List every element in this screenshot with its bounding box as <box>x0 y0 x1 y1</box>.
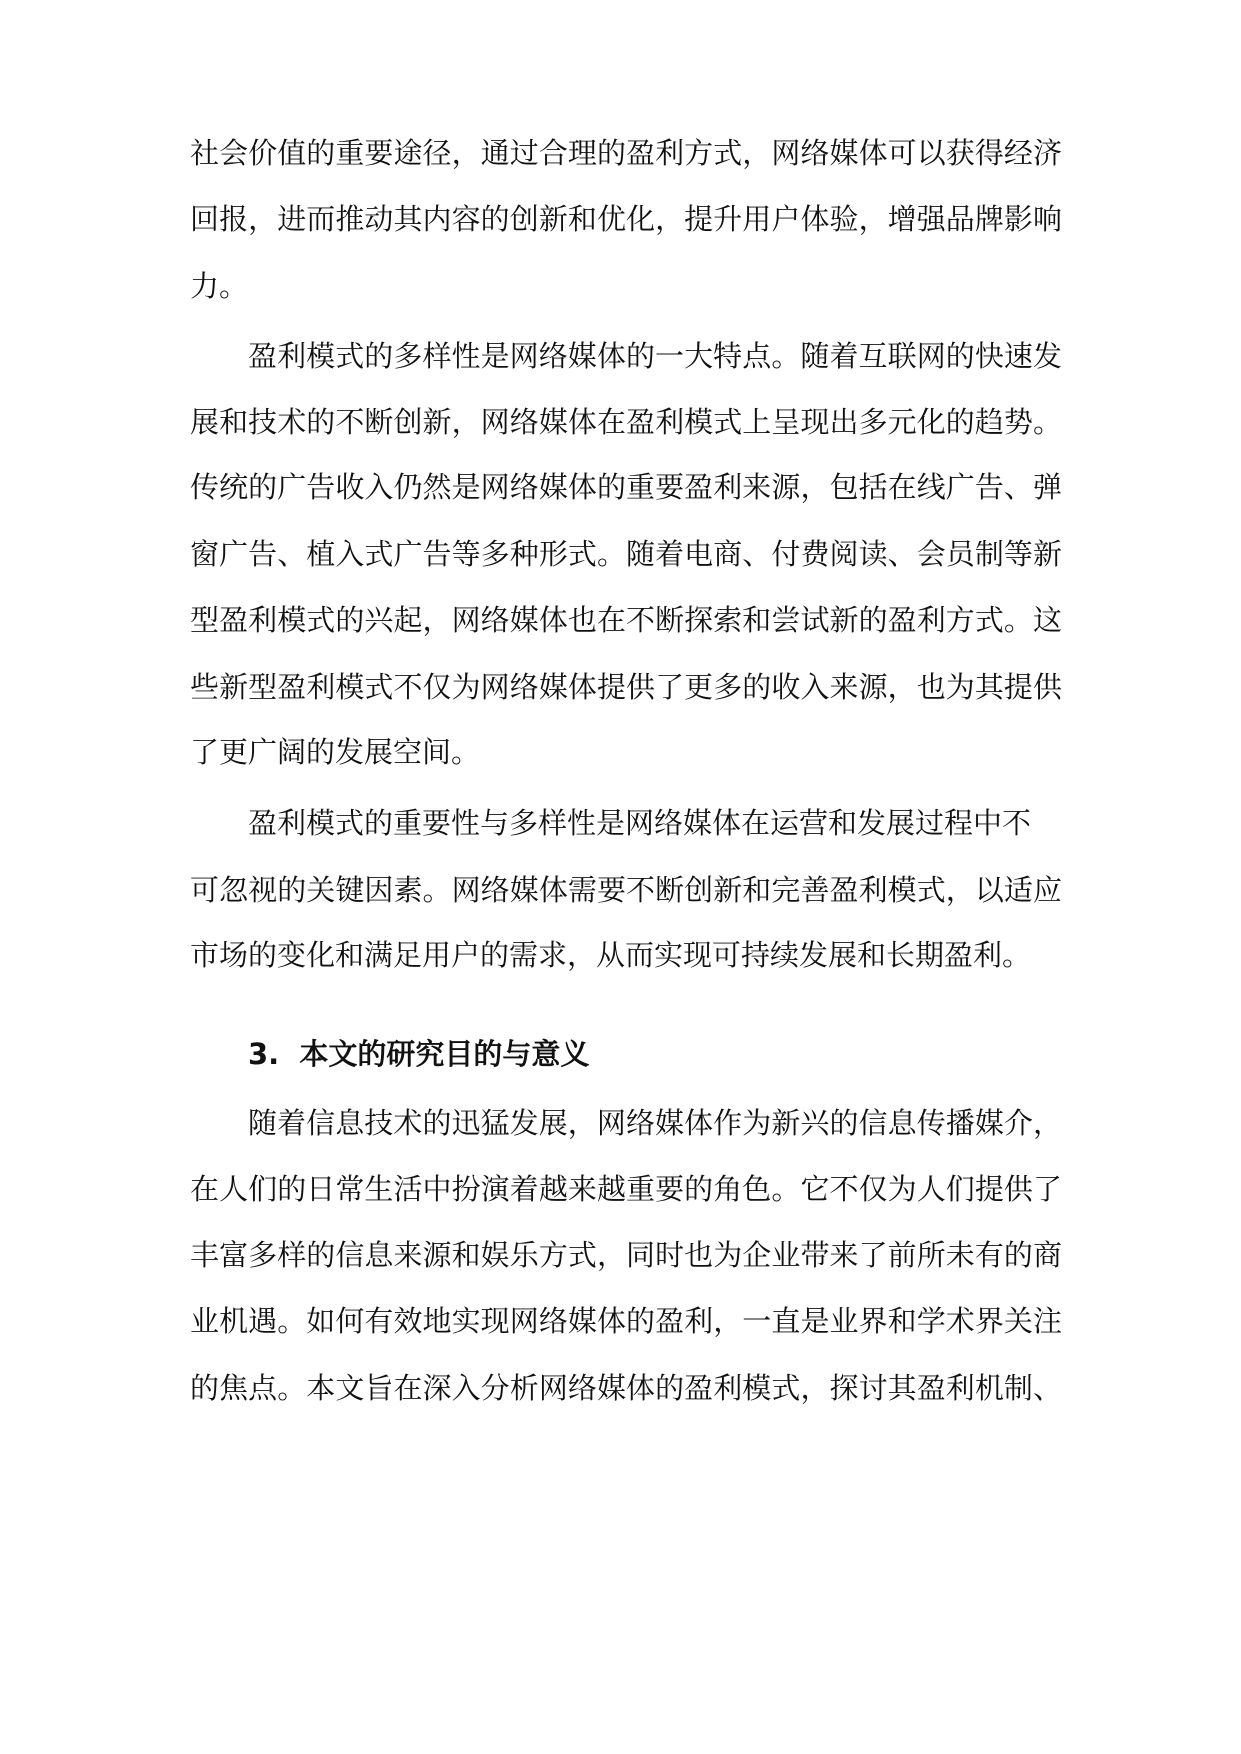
section-heading-title: 本文的研究目的与意义 <box>299 1037 590 1071</box>
paragraph-2-line-3: 传统的广告收入仍然是网络媒体的重要盈利来源，包括在线广告、弹 <box>190 470 1062 504</box>
paragraph-4-line-4: 业机遇。如何有效地实现网络媒体的盈利，一直是业界和学术界关注 <box>190 1304 1062 1338</box>
paragraph-1-line-1: 社会价值的重要途径，通过合理的盈利方式，网络媒体可以获得经济 <box>190 136 1062 170</box>
paragraph-2-line-4: 窗广告、植入式广告等多种形式。随着电商、付费阅读、会员制等新 <box>190 537 1062 571</box>
paragraph-3-line-1: 盈利模式的重要性与多样性是网络媒体在运营和发展过程中不 <box>248 806 1032 840</box>
paragraph-2-line-6: 些新型盈利模式不仅为网络媒体提供了更多的收入来源，也为其提供 <box>190 670 1062 704</box>
paragraph-2-line-1: 盈利模式的多样性是网络媒体的一大特点。随着互联网的快速发 <box>248 339 1062 373</box>
paragraph-4-line-1: 随着信息技术的迅猛发展，网络媒体作为新兴的信息传播媒介， <box>248 1106 1062 1140</box>
paragraph-4-line-3: 丰富多样的信息来源和娱乐方式，同时也为企业带来了前所未有的商 <box>190 1238 1062 1272</box>
paragraph-3-line-2: 可忽视的关键因素。网络媒体需要不断创新和完善盈利模式，以适应 <box>190 873 1062 907</box>
paragraph-1-line-3: 力。 <box>190 269 249 303</box>
paragraph-4-line-5: 的焦点。本文旨在深入分析网络媒体的盈利模式，探讨其盈利机制、 <box>190 1371 1062 1405</box>
paragraph-3-line-3: 市场的变化和满足用户的需求，从而实现可持续发展和长期盈利。 <box>190 938 1032 972</box>
paragraph-4-line-2: 在人们的日常生活中扮演着越来越重要的角色。它不仅为人们提供了 <box>190 1172 1062 1206</box>
paragraph-2-line-5: 型盈利模式的兴起，网络媒体也在不断探索和尝试新的盈利方式。这 <box>190 603 1062 637</box>
paragraph-2-line-7: 了更广阔的发展空间。 <box>190 735 481 769</box>
section-heading <box>248 1034 589 1074</box>
paragraph-1-line-2: 回报，进而推动其内容的创新和优化，提升用户体验，增强品牌影响 <box>190 202 1062 236</box>
section-heading-number: 3. <box>248 1037 280 1071</box>
paragraph-2-line-2: 展和技术的不断创新，网络媒体在盈利模式上呈现出多元化的趋势。 <box>190 405 1062 439</box>
